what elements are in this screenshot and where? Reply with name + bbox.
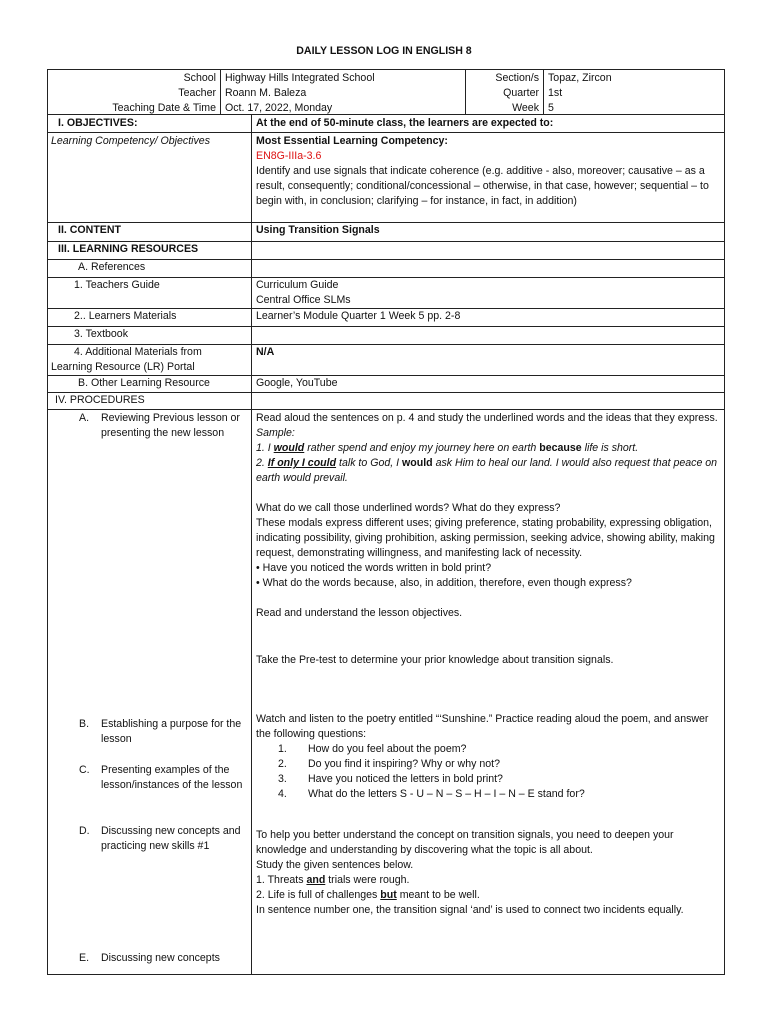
- competency-code: EN8G-IIIa-3.6: [256, 150, 322, 162]
- procedure-e-text: Discussing new concepts: [101, 952, 220, 964]
- s2-a: 2.: [256, 457, 268, 469]
- spacer: [256, 621, 722, 653]
- study-text: Study the given sentences below.: [256, 859, 414, 871]
- competency-description: Identify and use signals that indicate coherence (e.g. additive - also, moreover; causative – as a result, consequently; conditional/concessional – otherwise, in that case, however; sequential – to begin with, in conclusion; clarifying – for instance, in fact, in addition): [256, 165, 709, 207]
- deepen-text: To help you better understand the concept on transition signals, you need to deepen your knowledge and understanding by discovering what the topic is all about.: [256, 829, 674, 856]
- procedure-c-letter: C.: [79, 764, 90, 776]
- quarter-label: Quarter: [503, 87, 539, 99]
- spacer: [256, 802, 722, 828]
- q-num: 3.: [278, 773, 287, 785]
- column-divider: [251, 115, 252, 974]
- t2-a: 2. Life is full of challenges: [256, 889, 381, 901]
- teacher-value: Roann M. Baleza: [225, 87, 307, 99]
- teachers-guide-label: 1. Teachers Guide: [74, 279, 160, 291]
- lesson-table: [47, 115, 725, 975]
- learners-materials-label: 2.. Learners Materials: [74, 310, 177, 322]
- week-label: Week: [512, 102, 539, 114]
- competency-block: [256, 134, 722, 209]
- q-num: 2.: [278, 758, 287, 770]
- poem-question: [256, 742, 722, 757]
- transition-sentence-2: [256, 888, 722, 903]
- learners-materials-value: Learner’s Module Quarter 1 Week 5 pp. 2-8: [256, 310, 461, 322]
- procedure-d-text: Discussing new concepts and practicing new skills #1: [101, 825, 241, 852]
- sample-label: Sample:: [256, 427, 295, 439]
- procedure-e-letter: E.: [79, 952, 90, 964]
- content-value: Using Transition Signals: [256, 224, 380, 236]
- objectives-read: Read and understand the lesson objectives.: [256, 607, 463, 619]
- header-labels: [48, 70, 221, 114]
- s2-b: If only I could: [267, 457, 337, 469]
- textbook-label: 3. Textbook: [74, 328, 128, 340]
- school-value: Highway Hills Integrated School: [225, 72, 375, 84]
- header-table: [47, 69, 725, 115]
- t1-b: and: [306, 874, 326, 886]
- spacer: [256, 668, 722, 712]
- row-divider: [48, 132, 724, 133]
- bullet-2: • What do the words because, also, in addition, therefore, even though express?: [256, 577, 632, 589]
- page-title: DAILY LESSON LOG IN ENGLISH 8: [296, 45, 472, 57]
- teachers-guide-2: Central Office SLMs: [256, 294, 351, 306]
- procedure-b-letter: B.: [79, 718, 90, 730]
- header-values: [221, 70, 466, 114]
- pretest-text: Take the Pre-test to determine your prior knowledge about transition signals.: [256, 654, 614, 666]
- header-labels-2: [466, 70, 544, 114]
- mec-title: Most Essential Learning Competency:: [256, 135, 448, 147]
- sample-sentence-1: [256, 441, 722, 456]
- date-value: Oct. 17, 2022, Monday: [225, 102, 333, 114]
- additional-materials-label: [51, 345, 249, 375]
- procedure-a-letter: A.: [79, 412, 90, 424]
- procedures-content: [256, 411, 722, 918]
- header-values-2: [544, 70, 724, 114]
- spacer: [256, 591, 722, 606]
- school-label: School: [183, 72, 216, 84]
- additional-label-1: 4. Additional Materials from: [74, 346, 202, 358]
- q-text: How do you feel about the poem?: [308, 743, 467, 755]
- procedure-a-text: Reviewing Previous lesson or presenting the new lesson: [101, 412, 240, 439]
- procedure-c-text: Presenting examples of the lesson/instances of the lesson: [101, 764, 243, 791]
- week-value: 5: [548, 102, 554, 114]
- q-text: What do the letters S - U – N – S – H – I – N – E stand for?: [308, 788, 585, 800]
- resources-label: III. LEARNING RESOURCES: [58, 243, 199, 255]
- read-aloud-text: Read aloud the sentences on p. 4 and study the underlined words and the ideas that they express.: [256, 412, 718, 424]
- spacer: [256, 486, 722, 501]
- s1-b: would: [273, 442, 305, 454]
- row-divider: [48, 409, 724, 410]
- q-text: Have you noticed the letters in bold print?: [308, 773, 503, 785]
- poem-question: [256, 757, 722, 772]
- bullet-1: • Have you noticed the words written in bold print?: [256, 562, 492, 574]
- sentence-one-explanation: In sentence number one, the transition signal ‘and’ is used to connect two incidents equally.: [256, 904, 684, 916]
- q-num: 4.: [278, 788, 287, 800]
- sample-sentence-2: [256, 456, 722, 486]
- section-value: Topaz, Zircon: [548, 72, 612, 84]
- s2-e: ask Him to heal our land. I would also request that peace on earth would prevail.: [256, 457, 718, 484]
- q-num: 1.: [278, 743, 287, 755]
- s1-e: life is short.: [581, 442, 639, 454]
- other-resource-label: B. Other Learning Resource: [78, 377, 210, 389]
- teachers-guide-value: [256, 278, 722, 308]
- teachers-guide-1: Curriculum Guide: [256, 279, 339, 291]
- procedure-d-letter: D.: [79, 825, 90, 837]
- competency-label: Learning Competency/ Objectives: [51, 135, 210, 147]
- objectives-intro: At the end of 50-minute class, the learners are expected to:: [256, 117, 554, 129]
- transition-sentence-1: [256, 873, 722, 888]
- poem-questions: [256, 742, 722, 802]
- teacher-label: Teacher: [178, 87, 216, 99]
- watch-text: Watch and listen to the poetry entitled “‘Sunshine.” Practice reading aloud the poem, and answer the following questions:: [256, 713, 709, 740]
- section-label: Section/s: [495, 72, 539, 84]
- s2-d: would: [402, 457, 433, 469]
- procedure-b-text: Establishing a purpose for the lesson: [101, 718, 242, 745]
- s2-c: talk to God, I: [336, 457, 403, 469]
- quarter-value: 1st: [548, 87, 563, 99]
- poem-question: [256, 787, 722, 802]
- content-label: II. CONTENT: [58, 224, 121, 236]
- objectives-label: I. OBJECTIVES:: [58, 117, 138, 129]
- t2-b: but: [380, 889, 397, 901]
- poem-question: [256, 772, 722, 787]
- procedures-label: IV. PROCEDURES: [55, 394, 145, 406]
- modals-text: These modals express different uses; giving preference, stating probability, expressing obligation, indicating possibility, giving prohibition, asking permission, seeking advice, showing ability, making request, demonstrating willingness, and manifesting lack of necessity.: [256, 517, 715, 559]
- t1-a: 1. Threats: [256, 874, 307, 886]
- t1-c: trials were rough.: [325, 874, 410, 886]
- t2-c: meant to be well.: [396, 889, 480, 901]
- s1-a: 1. I: [256, 442, 274, 454]
- other-resource-value: Google, YouTube: [256, 377, 338, 389]
- s1-c: rather spend and enjoy my journey here on earth: [304, 442, 540, 454]
- q-text: Do you find it inspiring? Why or why not?: [308, 758, 500, 770]
- date-label: Teaching Date & Time: [112, 102, 216, 114]
- references-label: A. References: [78, 261, 146, 273]
- underlined-question: What do we call those underlined words? What do they express?: [256, 502, 561, 514]
- additional-label-2: Learning Resource (LR) Portal: [51, 361, 195, 373]
- s1-d: because: [539, 442, 582, 454]
- additional-materials-value: N/A: [256, 346, 275, 358]
